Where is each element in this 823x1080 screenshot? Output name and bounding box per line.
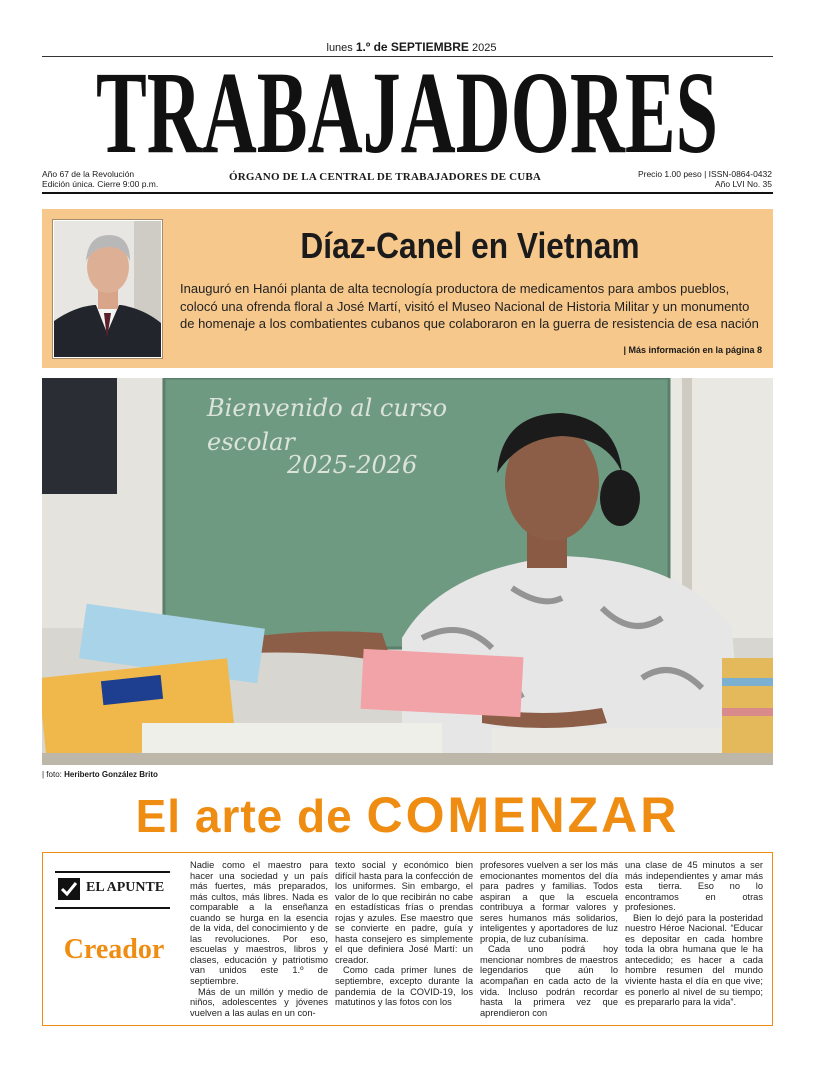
classroom-illustration <box>42 378 773 765</box>
paragraph: Como cada primer lunes de septiembre, excepto durante la pandemia de la COVID-19, los matutinos y las fotos con los <box>335 965 473 1008</box>
edition-close: Edición única. Cierre 9:00 p.m. <box>42 179 159 189</box>
credit-name: Heriberto González Brito <box>64 770 158 779</box>
portrait-photo <box>53 220 162 358</box>
title-part-2: COMENZAR <box>366 787 680 843</box>
apunte-col-1 <box>190 860 328 1018</box>
lead-headline[interactable]: Díaz-Canel en Vietnam <box>300 225 640 266</box>
masthead-logo <box>95 52 720 164</box>
date-year: 2025 <box>472 42 497 54</box>
main-photo <box>42 378 773 765</box>
apunte-col-3 <box>480 860 618 1018</box>
paragraph: texto social y económico bien difícil hasta para la confección de los uniformes. Sin embargo, el valor de lo que recibirán no cabe en estadísticas frías o prendas rojas y azules. Ese maestro que se convierte en padre, guía y hasta consejero es simplemente el que definiera José Martí: un creador. <box>335 860 473 965</box>
date-main: 1.º de SEPTIEMBRE <box>355 40 469 54</box>
photo-credit <box>42 770 158 779</box>
board-line-1: Bienvenido al curso <box>207 394 448 422</box>
credit-prefix: | foto: <box>42 770 62 779</box>
board-line-3: 2025-2026 <box>287 451 418 479</box>
apunte-col-4 <box>625 860 763 1008</box>
pink-book <box>361 649 524 717</box>
paragraph: Nadie como el maestro para hacer una sociedad y un país más fuertes, más preparados, más cultos, más libres. Nada es comparable a la enseñanza cuando se hurga en la esencia de la vida, del conocimiento y de las revoluciones. Por eso, escuelas y maestros, libros y clases, educación y patriotismo van unidos este 1.º de septiembre. <box>190 860 328 987</box>
revolution-year: Año 67 de la Revolución <box>42 169 135 179</box>
price-issn: Precio 1.00 peso | ISSN-0864-0432 <box>637 169 772 179</box>
tv-screen <box>42 378 117 494</box>
paragraph: profesores vuelven a ser los más emocionantes momentos del día para padres y familias. Todos aspiran a que la escuela contribuya a formar valores y seres humanos más solidarios, inteligentes y aportadores de luz propia, de luz cubanísima. <box>480 860 618 944</box>
volume-number: Año LVI No. 35 <box>714 179 772 189</box>
more-info-link[interactable]: | Más información en la página 8 <box>623 345 762 355</box>
price-info <box>638 169 772 189</box>
title-part-1: El arte de <box>135 790 367 842</box>
board-line-2: escolar <box>207 428 295 456</box>
checkmark-icon <box>58 878 80 900</box>
edition-info <box>42 169 158 189</box>
paragraph: Cada uno podrá hoy mencionar nombres de maestros legendarios que aún lo acompañan en cada acto de la vida. Incluso podrán recordar hasta la primera vez que aprendieron con <box>480 944 618 1018</box>
person-icon <box>54 221 161 357</box>
lead-summary: Inauguró en Hanói planta de alta tecnología productora de medicamentos para ambos pueblos, colocó una ofrenda floral a José Martí, visitó el Museo Nacional de Historia Militar y un monumento de homenaje a los combatientes cubanos que colaboraron en la guerra de resistencia de esa nación <box>180 281 759 331</box>
date-prefix: lunes <box>326 42 353 54</box>
publication-organ: ÓRGANO DE LA CENTRAL DE TRABAJADORES DE CUBA <box>229 171 542 183</box>
paragraph: Bien lo dejó para la posteridad nuestro Héroe Nacional. “Educar es depositar en cada hombre toda la obra humana que le ha antecedido; es hacer a cada hombre resumen del mundo viviente hasta el día en que vive; es ponerlo al nivel de su tiempo; es prepararlo para la vida”. <box>625 912 763 1008</box>
main-title[interactable] <box>42 786 773 844</box>
apunte-title: Creador <box>63 934 165 965</box>
apunte-label: EL APUNTE <box>86 880 165 895</box>
paragraph: Más de un millón y medio de niños, adolescentes y jóvenes vuelven a las aulas en un con- <box>190 986 328 1018</box>
paragraph: una clase de 45 minutos a ser más independientes y amar más esta tierra. Eso no lo encontramos en otras profesiones. <box>625 860 763 913</box>
apunte-col-2 <box>335 860 473 1008</box>
masthead-rule <box>42 192 773 194</box>
masthead-text: TRABAJADORES <box>96 52 718 164</box>
